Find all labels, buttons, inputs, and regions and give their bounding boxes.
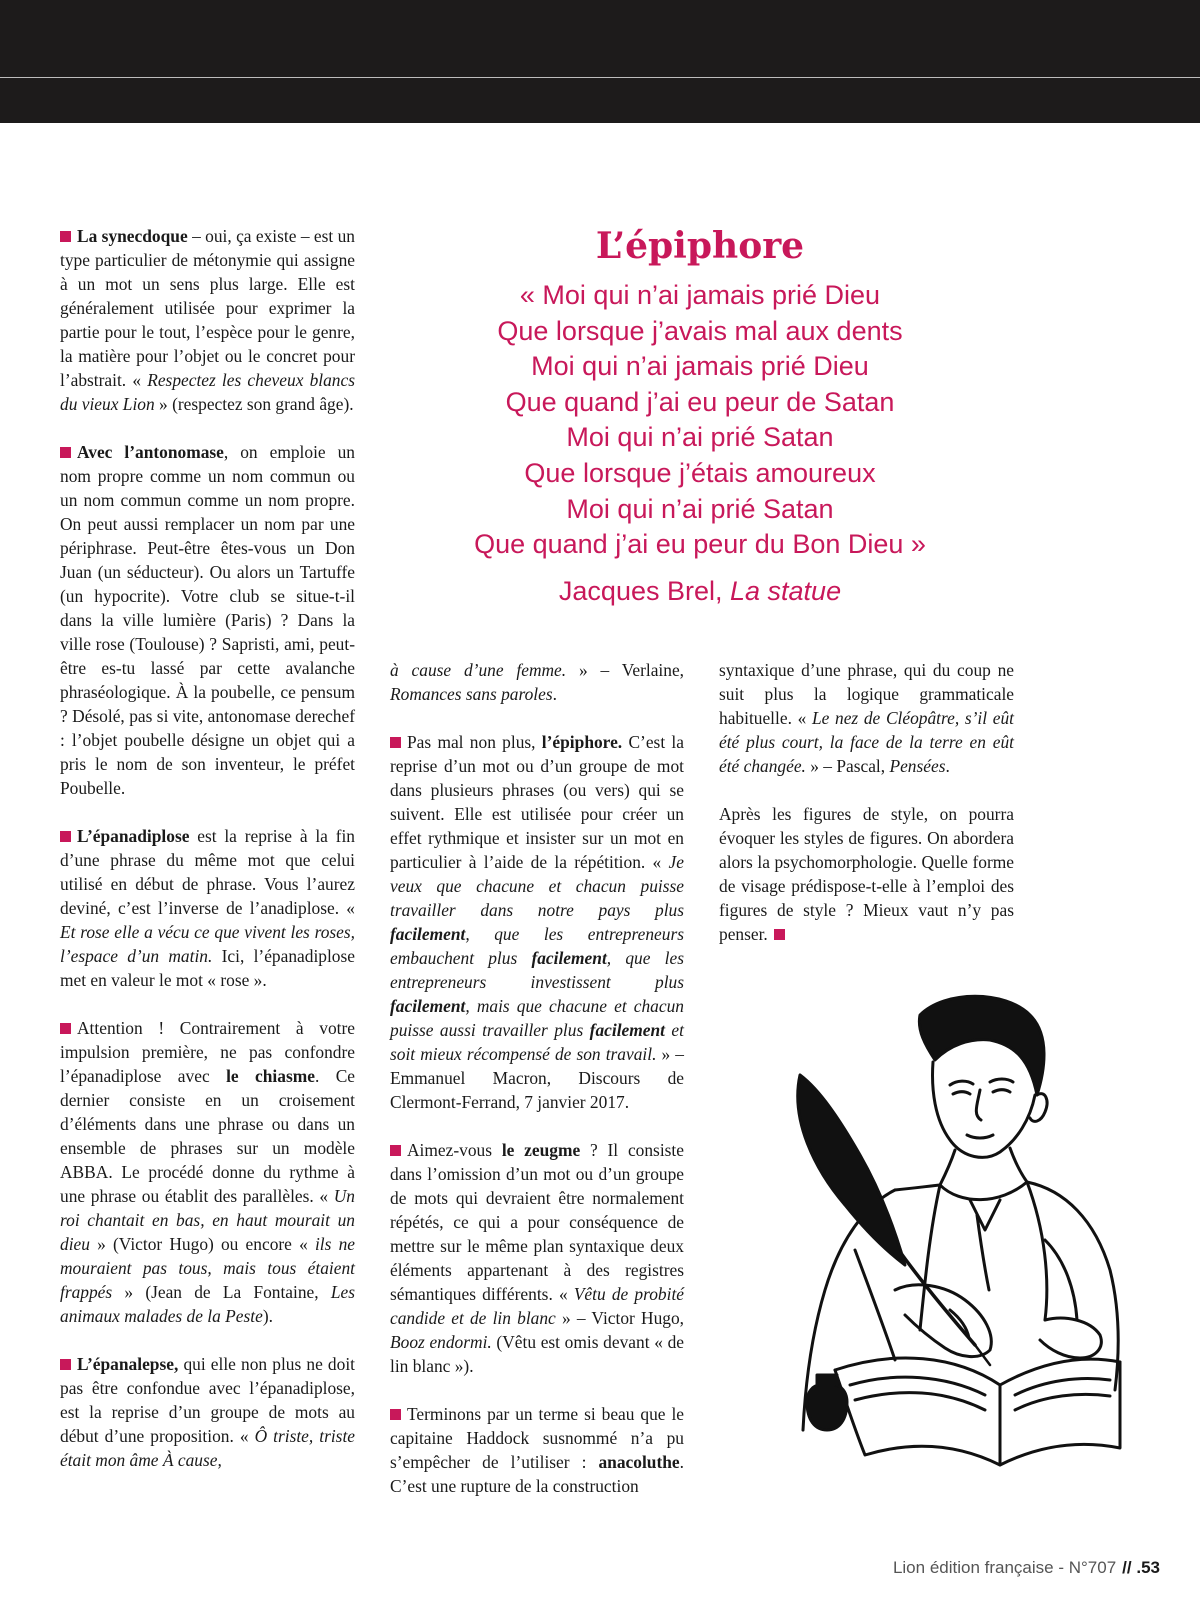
poem-line: Que quand j’ai eu peur du Bon Dieu » <box>474 529 926 560</box>
paragraph-synecdoque: La synecdoque – oui, ça existe – est un type particulier de métonymie qui assigne à un mot un sens plus large. Elle est généralement utilisée pour exprimer la partie pour le tout, l’espèce pour le genre, la matière pour l’objet ou le concret pour l’abstrait. « Respectez les cheveux blancs du vieux Lion » (respectez son grand âge). <box>60 226 355 414</box>
top-banner <box>0 0 1200 123</box>
paragraph-zeugme: Aimez-vous le zeugme ? Il consiste dans l’omission d’un mot ou d’un groupe de mots qui devraient être normalement répétés, ce qui a pour conséquence de mettre sur le même plan syntaxique deux éléments appartenant à des registres sémantiques différents. « Vêtu de probité candide et de lin blanc » – Victor Hugo, Booz endormi. (Vêtu est omis devant « de lin blanc »). <box>390 1140 684 1376</box>
footer-separator: // <box>1122 1558 1132 1577</box>
publication-name: Lion édition française - N°707 <box>892 1558 1117 1577</box>
paragraph-verlaine-end: à cause d’une femme. » – Verlaine, Romances sans paroles. <box>390 660 685 704</box>
bullet-square <box>60 1023 71 1034</box>
column-right <box>719 658 1014 970</box>
paragraph-anacoluthe-end: syntaxique d’une phrase, qui du coup ne suit plus la logique grammaticale habituelle. « Le nez de Cléopâtre, s’il eût été plus court, la face de la terre en eût été changée. » – Pascal, Pensées. <box>719 660 1014 776</box>
box-title: L’épiphore <box>595 225 805 267</box>
poem-line: « Moi qui n’ai jamais prié Dieu <box>519 280 881 310</box>
poem-line: Que lorsque j’avais mal aux dents <box>497 315 903 346</box>
bullet-square <box>60 231 71 242</box>
paragraph-antonomase: Avec l’antonomase, on emploie un nom propre comme un nom commun ou un nom commun comme un nom propre. On peut aussi remplacer un nom par une périphrase. Peut-être êtes-vous un Don Juan (un séducteur). Ou alors un Tartuffe (un hypocrite). Votre club se situe-t-il dans la ville lumière (Paris) ? Dans la ville rose (Toulouse) ? Sapristi, ami, peut-être es-tu lassé par cette avalanche phraséologique. À la poubelle, ce pensum ? Désolé, pas si vite, antonomase derechef : l’objet poubelle désigne un objet qui a pris le nom de son inventeur, le préfet Poubelle. <box>60 442 355 798</box>
poem-line: Moi qui n’ai prié Satan <box>566 422 834 453</box>
paragraph-conclusion: Après les figures de style, on pourra évoquer les styles de figures. On abordera alors la psychomorphologie. Quelle forme de visage prédispose-t-elle à l’emploi des figures de style ? Mieux vaut n’y pas penser. <box>719 804 1014 944</box>
paragraph-epiphore: Pas mal non plus, l’épiphore. C’est la reprise d’un mot ou d’un groupe de mot dans plusieurs phrases (ou vers) qui se suivent. Elle est utilisée pour créer un effet rythmique et insister sur un mot en particulier à l’aide de la répétition. « Je veux que chacune et chacun puisse travailler dans notre pays plus facilement, que les entrepreneurs embauchent plus facilement, que les entrepreneurs investissent plus facilement, mais que chacune et chacun puisse aussi travailler plus facilement et soit mieux récompensé de son travail. » – Emmanuel Macron, Discours de Clermont-Ferrand, 7 janvier 2017. <box>390 732 684 1112</box>
page-number: .53 <box>1136 1558 1160 1577</box>
column-left <box>60 224 355 1496</box>
bullet-square <box>60 447 71 458</box>
bullet-square <box>390 1409 401 1420</box>
page-footer <box>893 1558 1160 1578</box>
paragraph-chiasme: Attention ! Contrairement à votre impulsion première, ne pas confondre l’épanadiplose avec le chiasme. Ce dernier consiste en un croisement d’éléments dans une phrase ou dans un ensemble de phrases sur un modèle ABBA. Le procédé donne du rythme à une phrase ou établit des parallèles. « Un roi chantait en bas, en haut mourait un dieu » (Victor Hugo) ou encore « ils ne mouraient pas tous, mais tous étaient frappés » (Jean de La Fontaine, Les animaux malades de la Peste). <box>60 1018 356 1326</box>
paragraph-epanalepse: L’épanalepse, qui elle non plus ne doit pas être confondue avec l’épanadiplose, est la reprise d’un groupe de mots au début d’une proposition. « Ô triste, triste était mon âme À cause, <box>60 1354 355 1470</box>
bullet-square <box>60 831 71 842</box>
end-mark-square <box>774 929 785 940</box>
poem-line: Moi qui n’ai prié Satan <box>566 493 834 524</box>
poem-line: Moi qui n’ai jamais prié Dieu <box>531 351 869 382</box>
bullet-square <box>60 1359 71 1370</box>
poem-line: Que lorsque j’étais amoureux <box>524 457 876 488</box>
epiphore-quote-box <box>430 218 970 609</box>
column-middle <box>390 658 684 1522</box>
writer-with-quill-illustration <box>745 990 1125 1470</box>
bullet-square <box>390 737 401 748</box>
quote-attribution: Jacques Brel, La statue <box>558 575 842 606</box>
paragraph-epanadiplose: L’épanadiplose est la reprise à la fin d’une phrase du même mot que celui utilisé en début de phrase. Vous l’aurez deviné, c’est l’inverse de l’anadiplose. « Et rose elle a vécu ce que vivent les roses, l’espace d’un matin. Ici, l’épanadiplose met en valeur le mot « rose ». <box>60 826 355 990</box>
banner-rule <box>0 77 1200 78</box>
poem-line: Que quand j’ai eu peur de Satan <box>505 386 895 417</box>
paragraph-anacoluthe: Terminons par un terme si beau que le capitaine Haddock susnommé n’a pu s’empêcher de l’utiliser : anacoluthe. C’est une rupture de la construction <box>390 1404 684 1496</box>
bullet-square <box>390 1145 401 1156</box>
